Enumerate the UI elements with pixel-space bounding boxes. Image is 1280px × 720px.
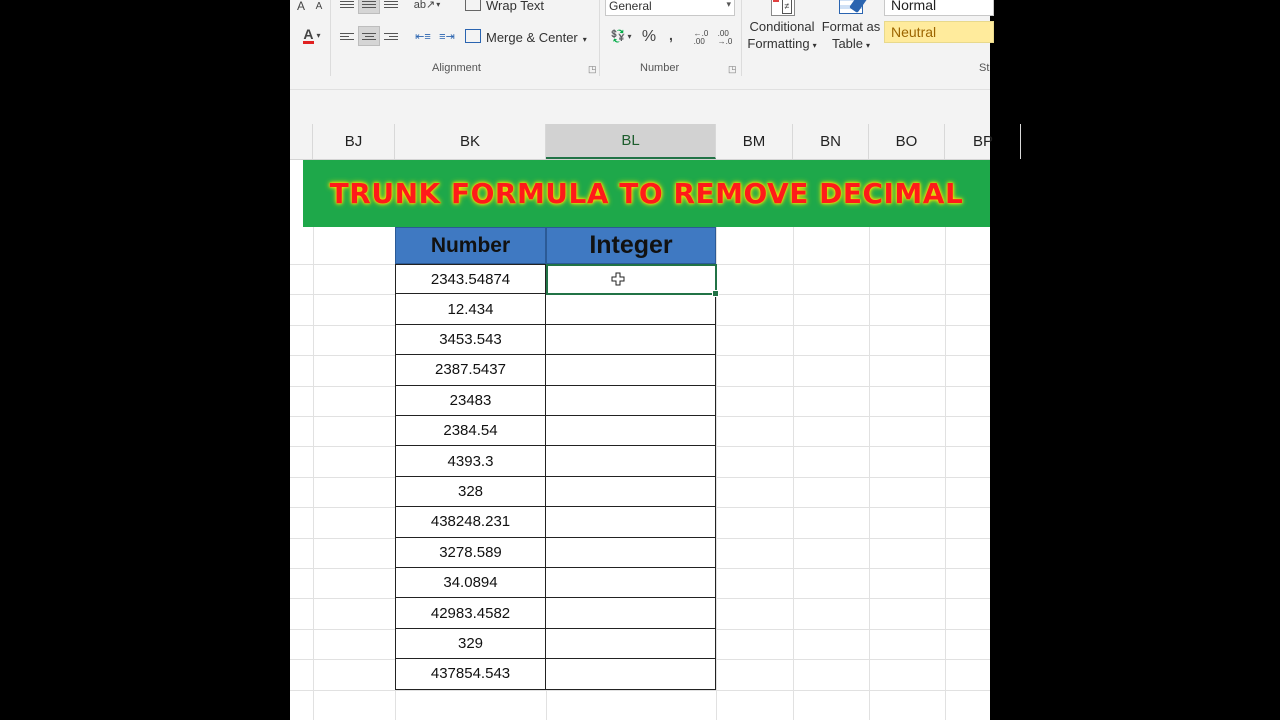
align-center-icon[interactable] [358, 26, 380, 46]
conditional-formatting-label-2: Formatting [747, 36, 810, 51]
wrap-text-label: Wrap Text [486, 0, 545, 13]
column-header-bl[interactable]: BL [546, 124, 716, 159]
font-color-button[interactable] [298, 25, 326, 45]
active-cell-selection[interactable] [546, 264, 717, 295]
format-as-table-button[interactable] [820, 0, 882, 54]
currency-icon: 💱 [610, 29, 626, 43]
excel-window [290, 0, 994, 720]
orientation-icon[interactable]: ab↗ ▾ [413, 0, 441, 11]
header-number[interactable]: Number [395, 227, 546, 264]
row-header-corner[interactable] [290, 124, 313, 159]
column-header-bj[interactable]: BJ [313, 124, 395, 159]
number-cell[interactable]: 3278.589 [395, 538, 546, 568]
integer-cell[interactable] [546, 598, 716, 628]
percent-icon: % [641, 28, 657, 45]
decrease-decimal-button[interactable] [714, 28, 736, 48]
group-separator [599, 0, 600, 76]
increase-indent-icon[interactable]: ≡⇥ [439, 30, 455, 43]
table-row [395, 568, 716, 598]
number-cell[interactable]: 12.434 [395, 294, 546, 324]
alignment-dialog-launcher-icon[interactable]: ◳ [588, 64, 597, 74]
percent-style-button[interactable] [638, 27, 660, 47]
number-cell[interactable]: 42983.4582 [395, 598, 546, 628]
banner-title: TRUNK FORMULA TO REMOVE DECIMAL [329, 177, 964, 210]
integer-cell[interactable] [546, 507, 716, 537]
style-normal[interactable]: Normal [884, 0, 994, 16]
format-as-table-label-1: Format as [821, 19, 881, 34]
number-cell[interactable]: 328 [395, 477, 546, 507]
ribbon [290, 0, 990, 79]
merge-center-button[interactable] [465, 29, 587, 45]
align-bottom-icon[interactable] [380, 0, 402, 14]
increase-decimal-icon: ←.0 .00 [693, 29, 709, 46]
format-as-table-icon [836, 0, 866, 18]
align-top-icon[interactable] [336, 0, 358, 14]
header-integer[interactable]: Integer [546, 227, 716, 264]
merge-center-label: Merge & Center [486, 30, 578, 45]
table-row [395, 386, 716, 416]
wrap-text-button[interactable] [465, 0, 544, 13]
align-left-icon[interactable] [336, 26, 358, 46]
number-cell[interactable]: 3453.543 [395, 325, 546, 355]
alignment-group-label: Alignment [432, 62, 481, 74]
accounting-format-button[interactable] [604, 26, 638, 46]
number-cell[interactable]: 2387.5437 [395, 355, 546, 385]
table-row [395, 416, 716, 446]
chevron-down-icon: ▾ [582, 35, 587, 44]
column-header-bp[interactable]: BP [945, 124, 1021, 159]
table-row [395, 538, 716, 568]
wrap-text-icon [465, 0, 481, 11]
integer-cell[interactable] [546, 629, 716, 659]
formula-bar-area [290, 78, 990, 124]
column-header-bk[interactable]: BK [395, 124, 546, 159]
title-banner [303, 160, 990, 227]
styles-group-label: St [979, 62, 990, 74]
integer-cell[interactable] [546, 477, 716, 507]
number-dialog-launcher-icon[interactable]: ◳ [728, 64, 737, 74]
table-row [395, 294, 716, 324]
column-header-bn[interactable]: BN [793, 124, 869, 159]
number-format-value: General [609, 0, 652, 13]
integer-cell[interactable] [546, 659, 716, 689]
align-right-icon[interactable] [380, 26, 402, 46]
number-group-label: Number [640, 62, 680, 74]
group-separator [330, 0, 331, 76]
chevron-down-icon: ▾ [316, 30, 321, 40]
table-row [395, 325, 716, 355]
font-color-icon: A [303, 25, 314, 42]
integer-cell[interactable] [546, 386, 716, 416]
format-as-table-label-2: Table [831, 36, 864, 51]
number-cell[interactable]: 34.0894 [395, 568, 546, 598]
number-cell[interactable]: 4393.3 [395, 446, 546, 476]
chevron-down-icon: ▾ [627, 31, 632, 41]
number-cell[interactable]: 2384.54 [395, 416, 546, 446]
font-a-small-glyph: A [315, 0, 323, 12]
number-cell[interactable]: 437854.543 [395, 659, 546, 689]
cell-cursor-icon [611, 272, 625, 286]
table-row [395, 446, 716, 476]
table-row [395, 629, 716, 659]
number-cell[interactable]: 329 [395, 629, 546, 659]
comma-icon: , [669, 27, 673, 43]
chevron-down-icon: ▾ [436, 0, 441, 9]
number-cell[interactable]: 438248.231 [395, 507, 546, 537]
table-row [395, 477, 716, 507]
column-header-row [290, 124, 994, 160]
merge-center-icon [465, 29, 481, 43]
number-cell[interactable]: 2343.54874 [395, 264, 546, 294]
integer-cell[interactable] [546, 294, 716, 324]
font-a-glyph: A [296, 0, 305, 13]
number-format-select[interactable] [605, 0, 735, 16]
increase-decimal-button[interactable] [690, 28, 712, 48]
column-header-bo[interactable]: BO [869, 124, 945, 159]
style-neutral[interactable]: Neutral [884, 21, 994, 43]
decrease-indent-icon[interactable]: ⇤≡ [415, 30, 431, 43]
table-row [395, 507, 716, 537]
integer-cell[interactable] [546, 538, 716, 568]
column-header-bm[interactable]: BM [716, 124, 793, 159]
integer-cell[interactable] [546, 416, 716, 446]
table-row [395, 598, 716, 628]
conditional-formatting-button[interactable] [746, 0, 818, 54]
chevron-down-icon: ▾ [726, 0, 731, 9]
chevron-down-icon: ▾ [812, 41, 817, 50]
integer-cell[interactable] [546, 568, 716, 598]
align-middle-icon[interactable] [358, 0, 380, 14]
chevron-down-icon: ▾ [866, 41, 871, 50]
comma-style-button[interactable] [660, 25, 682, 45]
integer-cell[interactable] [546, 446, 716, 476]
font-size-decrease-icon[interactable] [308, 0, 330, 16]
integer-cell[interactable] [546, 355, 716, 385]
number-cell[interactable]: 23483 [395, 386, 546, 416]
decrease-decimal-icon: .00 →.0 [717, 29, 733, 46]
group-separator [741, 0, 742, 76]
conditional-formatting-label-1: Conditional [749, 19, 815, 34]
conditional-formatting-icon: ≠ [767, 0, 797, 18]
integer-cell[interactable] [546, 325, 716, 355]
table-row [395, 355, 716, 385]
table-row [395, 659, 716, 689]
